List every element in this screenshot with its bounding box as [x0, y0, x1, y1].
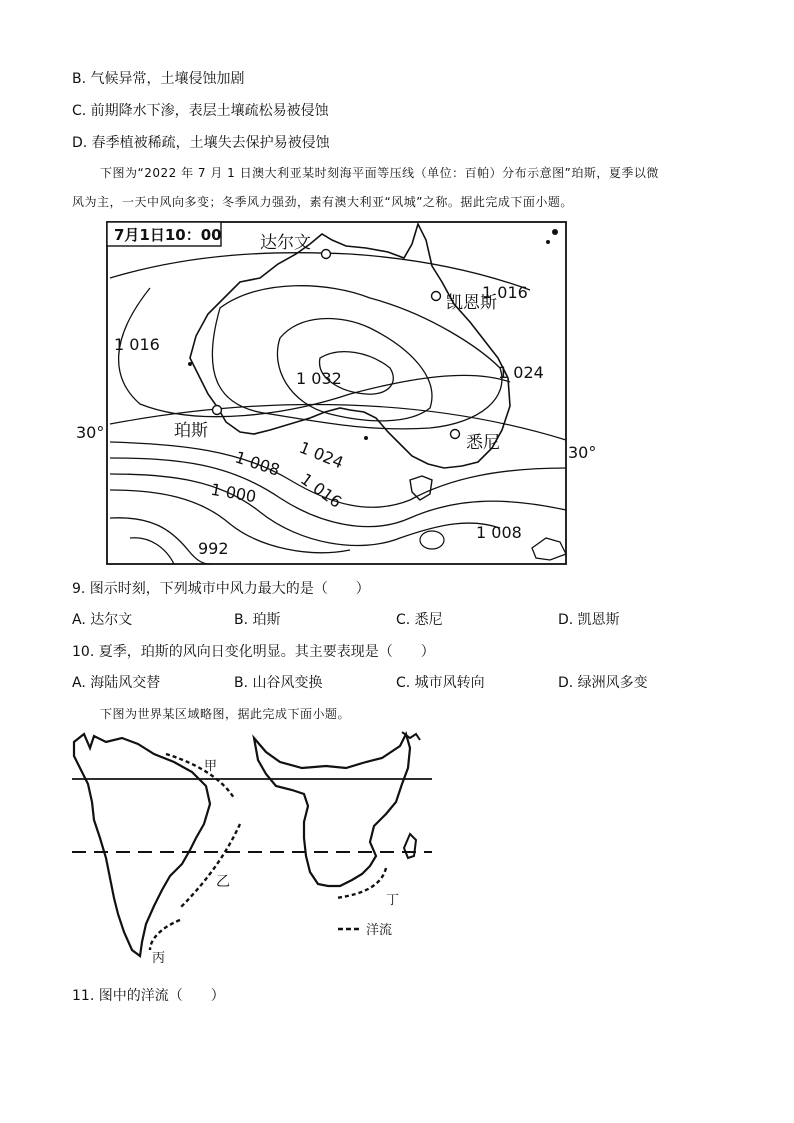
lat-label-right: 30° — [568, 443, 597, 462]
current-jia — [166, 754, 234, 798]
darwin-label: 达尔文 — [260, 233, 311, 253]
isobar-label-1008-w: 1 008 — [232, 447, 283, 480]
isobar-label-1024-e: 1 024 — [498, 363, 544, 382]
label-bing: 丙 — [152, 951, 166, 966]
legend-label: 洋流 — [366, 923, 393, 938]
time-label: 7月1日10：00 — [114, 226, 222, 244]
darwin-marker — [322, 250, 331, 259]
south-america-outline — [74, 734, 210, 956]
isobar-label-1032: 1 032 — [296, 369, 342, 388]
isobar-label-1016-ne: 1 016 — [482, 283, 528, 302]
prev-option-b[interactable]: B. 气候异常，土壤侵蚀加剧 — [72, 71, 245, 87]
q10-stem: 10. 夏季，珀斯的风向日变化明显。其主要表现是（ ） — [72, 644, 435, 660]
tasmania — [410, 476, 432, 500]
isobar-label-992: 992 — [198, 539, 229, 558]
madagascar — [404, 834, 416, 858]
q11-stem: 11. 图中的洋流（ ） — [72, 988, 225, 1004]
isobar-label-1008-se: 1 008 — [476, 523, 522, 542]
current-yi — [180, 824, 240, 908]
intro-line-1: 下图为“2022 年 7 月 1 日澳大利亚某时刻海平面等压线（单位：百帕）分布示意图”珀斯，夏季以微 — [100, 166, 659, 180]
intro2: 下图为世界某区域略图，据此完成下面小题。 — [100, 707, 351, 721]
australia-outline — [190, 224, 510, 468]
isobar-label-1016-w: 1 016 — [114, 335, 160, 354]
q9-option-c[interactable]: C. 悉尼 — [396, 612, 443, 628]
isobar-label-1024-s: 1 024 — [296, 437, 347, 473]
q10-option-c[interactable]: C. 城市风转向 — [396, 675, 485, 691]
cairns-label: 凯恩斯 — [446, 293, 497, 313]
world-region-map — [70, 728, 440, 976]
q9-option-b[interactable]: B. 珀斯 — [234, 612, 281, 628]
isobar-label-1016-s: 1 016 — [297, 469, 346, 512]
prev-option-d[interactable]: D. 春季植被稀疏，土壤失去保护易被侵蚀 — [72, 135, 330, 151]
label-jia: 甲 — [204, 759, 218, 774]
label-yi: 乙 — [216, 874, 230, 890]
africa-outline — [254, 734, 410, 886]
q9-option-a[interactable]: A. 达尔文 — [72, 612, 133, 628]
lat-label-left: 30° — [76, 423, 105, 442]
intro-line-2: 风为主，一天中风向多变；冬季风力强劲，素有澳大利亚“风城”之称。据此完成下面小题。 — [72, 195, 573, 209]
isobar-map — [70, 218, 600, 570]
current-ding — [336, 868, 386, 898]
q9-stem: 9. 图示时刻，下列城市中风力最大的是（ ） — [72, 581, 370, 597]
q10-option-a[interactable]: A. 海陆风交替 — [72, 675, 161, 691]
q10-option-b[interactable]: B. 山谷风变换 — [234, 675, 323, 691]
isobar-label-1000: 1 000 — [209, 479, 258, 507]
q9-option-d[interactable]: D. 凯恩斯 — [558, 612, 620, 628]
sydney-label: 悉尼 — [466, 433, 500, 453]
prev-option-c[interactable]: C. 前期降水下渗，表层土壤疏松易被侵蚀 — [72, 103, 329, 119]
cairns-marker — [432, 292, 441, 301]
perth-marker — [213, 406, 222, 415]
current-bing — [150, 920, 180, 950]
sydney-marker — [451, 430, 460, 439]
q10-option-d[interactable]: D. 绿洲风多变 — [558, 675, 648, 691]
label-ding: 丁 — [386, 893, 400, 908]
perth-label: 珀斯 — [174, 421, 208, 441]
